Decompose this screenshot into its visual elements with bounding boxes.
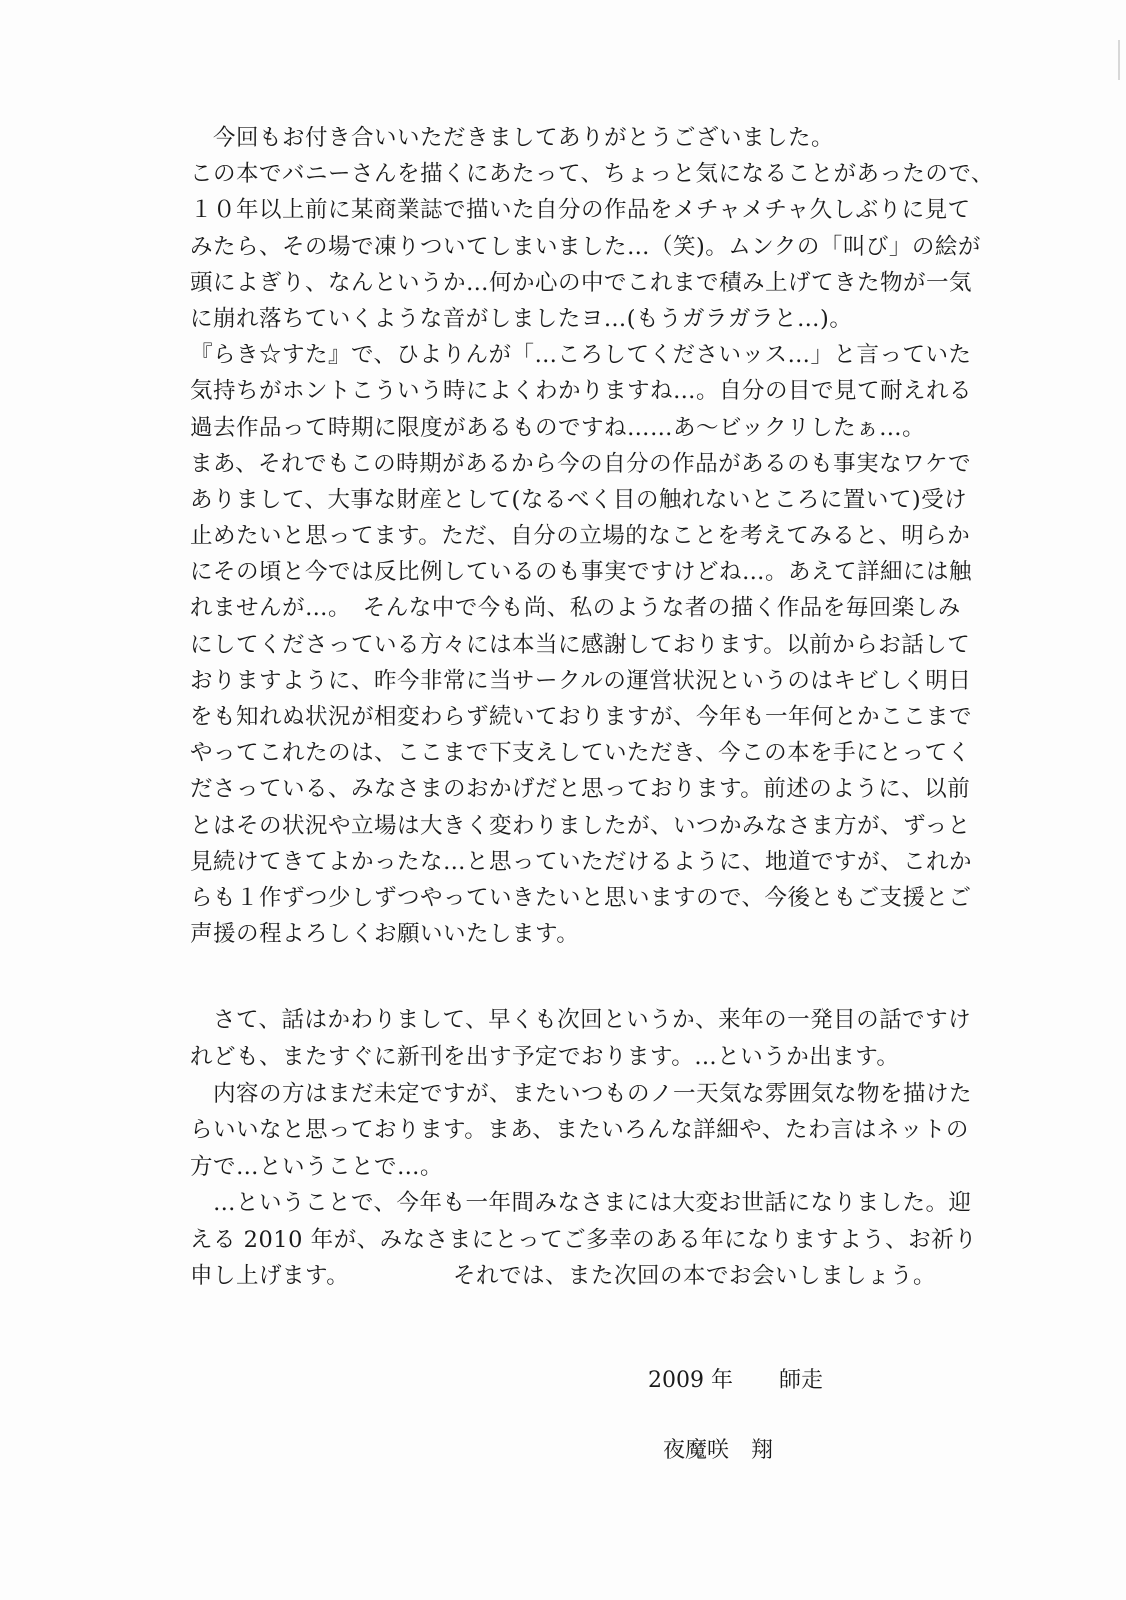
text-line: ださっている、みなさまのおかげだと思っております。前述のように、以前 [190,776,971,803]
signature-year: 2009 年 [648,1368,733,1393]
text-line: 過去作品って時期に限度があるものですね……あ～ビックリしたぁ…。 [190,414,926,441]
signature-author [663,1436,773,1466]
text-line: に崩れ落ちていくような音がしましたヨ…(もうガラガラと…)。 [190,305,853,332]
text-line: 見続けてきてよかったな…と思っていただけるように、地道ですが、これか [190,848,973,875]
text-line: にしてくださっている方々には本当に感謝しております。以前からお話して [190,631,971,658]
text-line: 声援の程よろしくお願いいたします。 [190,921,580,948]
text-line: らいいなと思っております。まあ、またいろんな詳細や、たわ言はネットの [190,1117,969,1144]
text-line: とはその状況や立場は大きく変わりましたが、いつかみなさま方が、ずっと [190,812,971,839]
author-family-name: 夜魔咲 [663,1438,730,1463]
text-line: 気持ちがホントこういう時によくわかりますね…。自分の目で見て耐えれる [190,378,973,405]
text-line: さて、話はかわりまして、早くも次回というか、来年の一発目の話ですけ [190,1007,972,1034]
text-line: れませんが…。 そんな中で今も尚、私のような者の描く作品を毎回楽しみ [190,595,961,622]
text-line: 止めたいと思ってます。ただ、自分の立場的なことを考えてみると、明らか [190,523,971,550]
text-line: やってこれたのは、ここまで下支えしていただき、今この本を手にとってく [190,740,971,767]
paragraph-gap [190,952,970,1002]
text-line: みたら、その場で凍りついてしまいました…（笑)。ムンクの「叫び」の絵が [190,233,981,260]
text-line: にその頃と今では反比例しているのも事実ですけどね…。あえて詳細には触 [190,559,973,586]
scan-edge-mark [1118,40,1120,80]
text-line: まあ、それでもこの時期があるから今の自分の作品があるのも事実なワケで [190,450,972,477]
text-line: ありまして、大事な財産として(なるべく目の触れないところに置いて)受け [190,486,968,513]
signature-date [648,1366,823,1396]
text-line: 内容の方はまだ未定ですが、またいつものノ一天気な雰囲気な物を描けた [190,1080,973,1107]
author-given-name: 翔 [751,1438,774,1463]
text-line: をも知れぬ状況が相変わらず続いておりますが、今年も一年何とかここまで [190,704,973,730]
text-line: 『らき☆すた』で、ひよりんが「…ころしてくださいッス…」と言っていた [190,342,972,369]
text-line: …ということで、今年も一年間みなさまには大変お世話になりました。迎 [190,1190,972,1217]
text-line: １０年以上前に某商業誌で描いた自分の作品をメチャメチャ久しぶりに見て [190,197,971,224]
text-line: 頭によぎり、なんというか…何か心の中でこれまで積み上げてきた物が一気 [190,269,973,296]
afterword-body [190,120,994,1295]
paragraph-2 [190,1002,978,1295]
text-line: らも１作ずつ少しずつやっていきたいと思いますので、今後ともご支援とご [190,884,972,911]
text-line: れども、またすぐに新刊を出す予定でおります。…というか出ます。 [190,1043,900,1070]
text-line: 今回もお付き合いいただきましてありがとうございました。 [190,125,835,151]
signature-month: 師走 [778,1368,823,1393]
text-line: この本でバニーさんを描くにあたって、ちょっと気になることがあったので、 [190,161,994,188]
text-line: 申し上げます。 それでは、また次回の本でお会いしましょう。 [190,1263,936,1290]
text-line: える 2010 年が、みなさまにとってご多幸のある年になりますよう、お祈り [190,1226,978,1253]
text-line: おりますように、昨今非常に当サークルの運営状況というのはキビしく明日 [190,667,972,694]
paragraph-1 [190,120,994,952]
text-line: 方で…ということで…。 [190,1153,444,1180]
